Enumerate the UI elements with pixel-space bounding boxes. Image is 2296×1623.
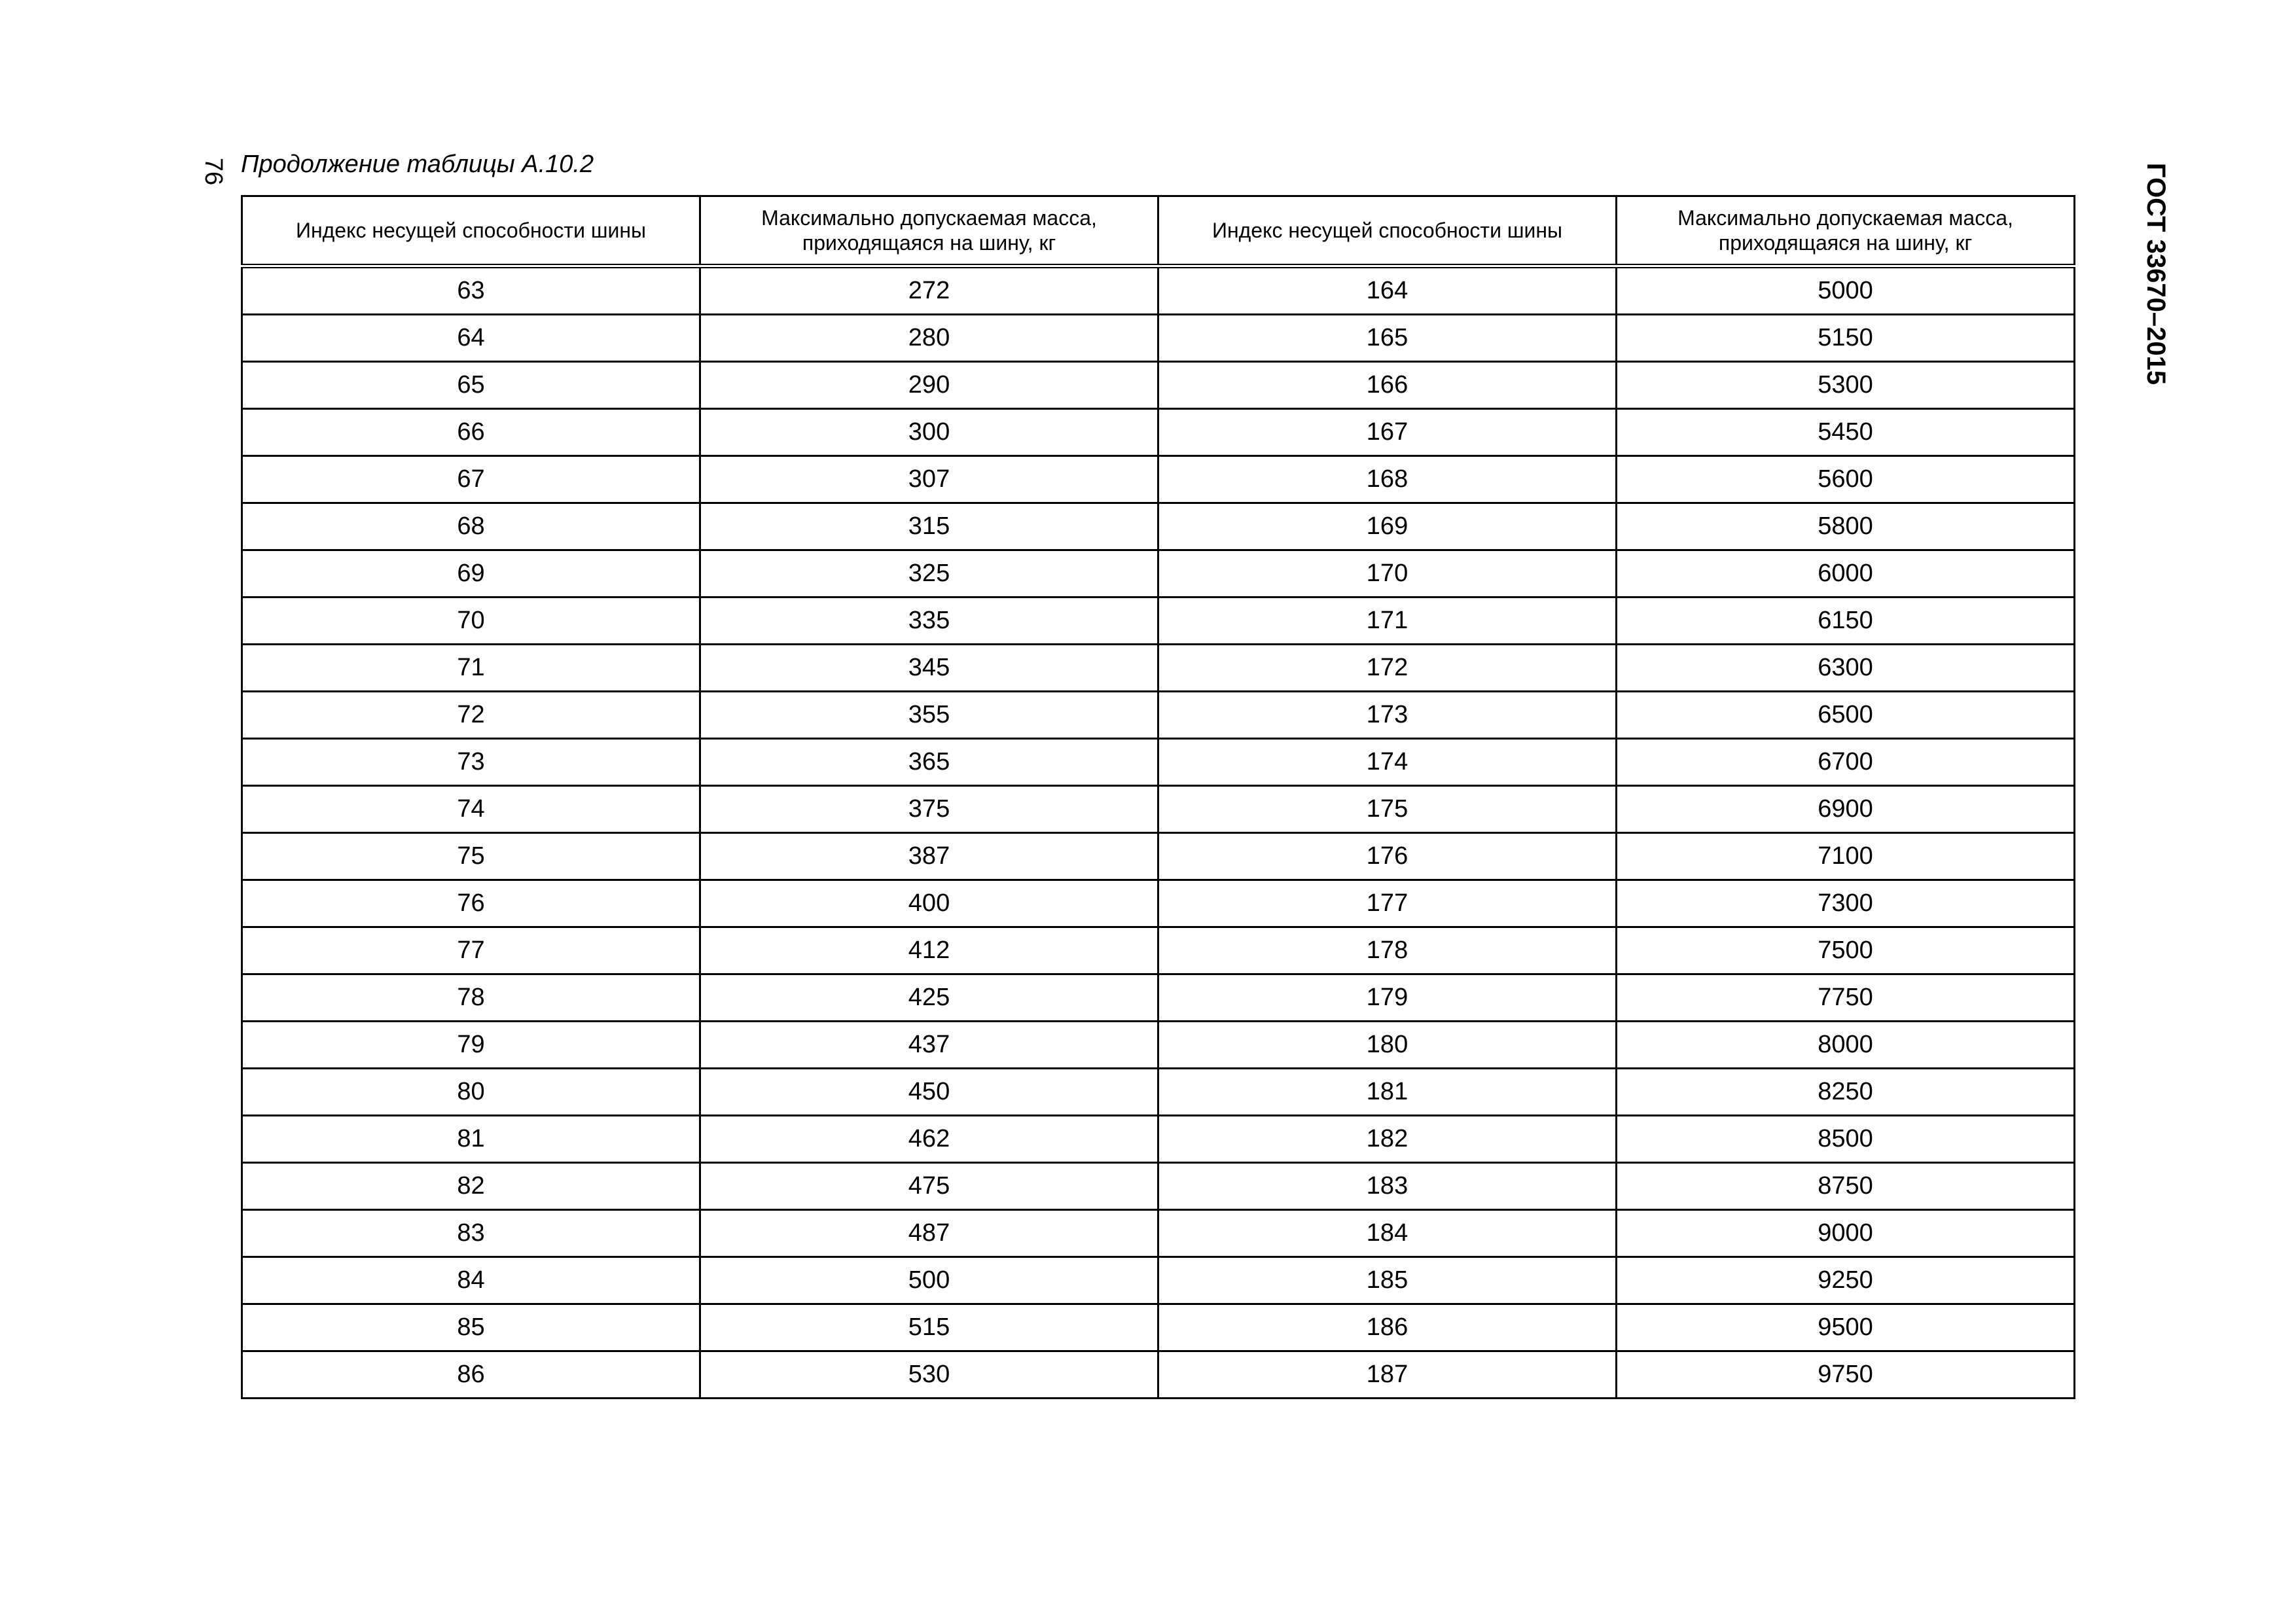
max-mass-cell: 9500 xyxy=(1617,1304,2075,1351)
load-index-cell: 181 xyxy=(1158,1069,1617,1116)
load-index-cell: 179 xyxy=(1158,974,1617,1022)
max-mass-cell: 5600 xyxy=(1617,456,2075,503)
table-row xyxy=(242,266,2075,315)
max-mass-cell: 5150 xyxy=(1617,315,2075,362)
table-row xyxy=(242,1210,2075,1257)
header-load-index-1: Индекс несущей способности шины xyxy=(242,196,700,266)
table-row xyxy=(242,315,2075,362)
max-mass-cell: 462 xyxy=(700,1116,1158,1163)
table-row xyxy=(242,362,2075,409)
max-mass-cell: 9750 xyxy=(1617,1351,2075,1399)
page-number: 76 xyxy=(200,157,227,186)
load-index-cell: 183 xyxy=(1158,1163,1617,1210)
max-mass-cell: 280 xyxy=(700,315,1158,362)
max-mass-cell: 6000 xyxy=(1617,550,2075,597)
load-index-cell: 187 xyxy=(1158,1351,1617,1399)
load-index-cell: 169 xyxy=(1158,503,1617,550)
load-index-cell: 71 xyxy=(242,645,700,692)
table-row xyxy=(242,739,2075,786)
max-mass-cell: 8750 xyxy=(1617,1163,2075,1210)
load-index-cell: 74 xyxy=(242,786,700,833)
load-index-cell: 69 xyxy=(242,550,700,597)
table-body xyxy=(242,266,2075,1399)
table-row xyxy=(242,692,2075,739)
load-index-cell: 170 xyxy=(1158,550,1617,597)
load-index-cell: 175 xyxy=(1158,786,1617,833)
load-index-cell: 172 xyxy=(1158,645,1617,692)
table-row xyxy=(242,1257,2075,1304)
document-code-text: ГОСТ 33670–2015 xyxy=(2142,162,2171,385)
table-row xyxy=(242,880,2075,927)
table-header-row xyxy=(242,196,2075,266)
max-mass-cell: 335 xyxy=(700,597,1158,645)
load-index-cell: 70 xyxy=(242,597,700,645)
load-index-table xyxy=(241,195,2075,1399)
table-row xyxy=(242,597,2075,645)
load-index-cell: 82 xyxy=(242,1163,700,1210)
max-mass-cell: 7500 xyxy=(1617,927,2075,974)
load-index-cell: 180 xyxy=(1158,1022,1617,1069)
max-mass-cell: 7300 xyxy=(1617,880,2075,927)
max-mass-cell: 487 xyxy=(700,1210,1158,1257)
load-index-cell: 182 xyxy=(1158,1116,1617,1163)
table-row xyxy=(242,409,2075,456)
max-mass-cell: 355 xyxy=(700,692,1158,739)
load-index-cell: 78 xyxy=(242,974,700,1022)
max-mass-cell: 530 xyxy=(700,1351,1158,1399)
max-mass-cell: 272 xyxy=(700,266,1158,315)
load-index-cell: 83 xyxy=(242,1210,700,1257)
table-row xyxy=(242,833,2075,880)
max-mass-cell: 6150 xyxy=(1617,597,2075,645)
max-mass-cell: 6900 xyxy=(1617,786,2075,833)
max-mass-cell: 5300 xyxy=(1617,362,2075,409)
load-index-cell: 86 xyxy=(242,1351,700,1399)
load-index-cell: 68 xyxy=(242,503,700,550)
table-row xyxy=(242,1022,2075,1069)
load-index-cell: 81 xyxy=(242,1116,700,1163)
table-row xyxy=(242,456,2075,503)
load-index-cell: 73 xyxy=(242,739,700,786)
load-index-cell: 66 xyxy=(242,409,700,456)
max-mass-cell: 9250 xyxy=(1617,1257,2075,1304)
load-index-cell: 171 xyxy=(1158,597,1617,645)
load-index-cell: 178 xyxy=(1158,927,1617,974)
load-index-cell: 75 xyxy=(242,833,700,880)
max-mass-cell: 315 xyxy=(700,503,1158,550)
max-mass-cell: 387 xyxy=(700,833,1158,880)
load-index-cell: 63 xyxy=(242,266,700,315)
load-index-cell: 174 xyxy=(1158,739,1617,786)
table-row xyxy=(242,974,2075,1022)
max-mass-cell: 450 xyxy=(700,1069,1158,1116)
load-index-cell: 64 xyxy=(242,315,700,362)
load-index-cell: 67 xyxy=(242,456,700,503)
max-mass-cell: 300 xyxy=(700,409,1158,456)
table-row xyxy=(242,645,2075,692)
load-index-cell: 185 xyxy=(1158,1257,1617,1304)
load-index-cell: 184 xyxy=(1158,1210,1617,1257)
table-row xyxy=(242,1116,2075,1163)
max-mass-cell: 7100 xyxy=(1617,833,2075,880)
load-index-cell: 168 xyxy=(1158,456,1617,503)
table-row xyxy=(242,1069,2075,1116)
max-mass-cell: 400 xyxy=(700,880,1158,927)
load-index-cell: 173 xyxy=(1158,692,1617,739)
max-mass-cell: 6700 xyxy=(1617,739,2075,786)
max-mass-cell: 290 xyxy=(700,362,1158,409)
max-mass-cell: 365 xyxy=(700,739,1158,786)
max-mass-cell: 412 xyxy=(700,927,1158,974)
load-index-cell: 77 xyxy=(242,927,700,974)
max-mass-cell: 500 xyxy=(700,1257,1158,1304)
max-mass-cell: 8500 xyxy=(1617,1116,2075,1163)
load-index-cell: 76 xyxy=(242,880,700,927)
max-mass-cell: 437 xyxy=(700,1022,1158,1069)
max-mass-cell: 8250 xyxy=(1617,1069,2075,1116)
table-row xyxy=(242,550,2075,597)
max-mass-cell: 8000 xyxy=(1617,1022,2075,1069)
load-index-cell: 72 xyxy=(242,692,700,739)
load-index-cell: 84 xyxy=(242,1257,700,1304)
max-mass-cell: 425 xyxy=(700,974,1158,1022)
load-index-cell: 165 xyxy=(1158,315,1617,362)
header-max-mass-2: Максимально допускаемая масса, приходящаяся на шину, кг xyxy=(1617,196,2075,266)
table-row xyxy=(242,1163,2075,1210)
max-mass-cell: 475 xyxy=(700,1163,1158,1210)
table-caption: Продолжение таблицы А.10.2 xyxy=(241,151,594,178)
load-index-cell: 80 xyxy=(242,1069,700,1116)
header-load-index-2: Индекс несущей способности шины xyxy=(1158,196,1617,266)
max-mass-cell: 9000 xyxy=(1617,1210,2075,1257)
table-row xyxy=(242,786,2075,833)
load-index-cell: 186 xyxy=(1158,1304,1617,1351)
table-row xyxy=(242,503,2075,550)
document-code xyxy=(2138,156,2174,391)
max-mass-cell: 515 xyxy=(700,1304,1158,1351)
load-index-cell: 85 xyxy=(242,1304,700,1351)
max-mass-cell: 345 xyxy=(700,645,1158,692)
max-mass-cell: 325 xyxy=(700,550,1158,597)
load-index-cell: 177 xyxy=(1158,880,1617,927)
max-mass-cell: 375 xyxy=(700,786,1158,833)
load-index-cell: 164 xyxy=(1158,266,1617,315)
max-mass-cell: 6500 xyxy=(1617,692,2075,739)
max-mass-cell: 5000 xyxy=(1617,266,2075,315)
load-index-cell: 65 xyxy=(242,362,700,409)
max-mass-cell: 307 xyxy=(700,456,1158,503)
header-max-mass-1: Максимально допускаемая масса, приходящаяся на шину, кг xyxy=(700,196,1158,266)
table-row xyxy=(242,1304,2075,1351)
max-mass-cell: 5800 xyxy=(1617,503,2075,550)
table-row xyxy=(242,1351,2075,1399)
load-index-cell: 167 xyxy=(1158,409,1617,456)
max-mass-cell: 5450 xyxy=(1617,409,2075,456)
table-row xyxy=(242,927,2075,974)
max-mass-cell: 6300 xyxy=(1617,645,2075,692)
load-index-cell: 176 xyxy=(1158,833,1617,880)
load-index-cell: 166 xyxy=(1158,362,1617,409)
load-index-cell: 79 xyxy=(242,1022,700,1069)
max-mass-cell: 7750 xyxy=(1617,974,2075,1022)
